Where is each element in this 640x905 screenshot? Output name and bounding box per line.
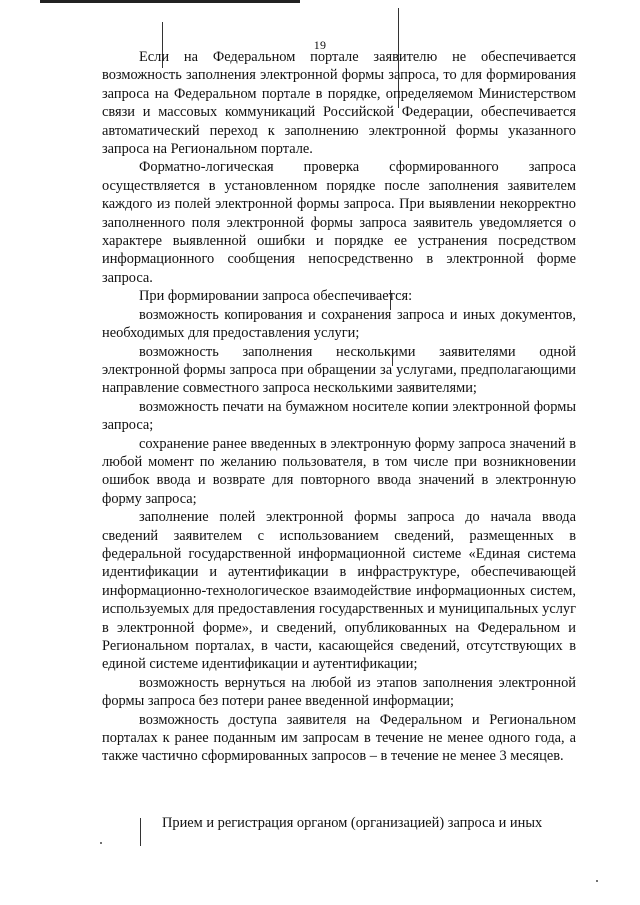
list-item: возможность доступа заявителя на Федеральном и Региональном порталах к ранее поданным им запросам в течение не менее одного года, а также частично сформированных запросов – в течение не менее 3 месяцев. [102, 711, 576, 765]
scan-speck [100, 842, 102, 844]
list-item: возможность печати на бумажном носителе копии электронной формы запроса; [102, 398, 576, 434]
section-heading: Прием и регистрация органом (организацией) запроса и иных [162, 815, 543, 831]
list-item: возможность заполнения несколькими заявителями одной электронной формы запроса при обращении за услугами, предполагающими направление совместного запроса несколькими заявителями; [102, 343, 576, 397]
list-item: возможность копирования и сохранения запроса и иных документов, необходимых для предоставления услуги; [102, 306, 576, 342]
paragraph: При формировании запроса обеспечивается: [139, 288, 413, 305]
list-item: сохранение ранее введенных в электронную форму запроса значений в любой момент по желанию пользователя, в том числе при возникновении ошибок ввода и возврате для повторного ввода значений в электронную форму запроса; [102, 435, 576, 507]
scan-speck [596, 880, 598, 882]
paragraph: Если на Федеральном портале заявителю не обеспечивается возможность заполнения электронной формы запроса, то для формирования запроса на Федеральном портале в порядке, определяемом Министерством связи и массовых коммуникаций Российской Федерации, обеспечивается автоматический переход к заполнению электронной формы указанного запроса на Региональном портале. [102, 49, 576, 158]
list-item: возможность вернуться на любой из этапов заполнения электронной формы запроса без потери ранее введенной информации; [102, 674, 576, 710]
list-item: заполнение полей электронной формы запроса до начала ввода сведений заявителем с использованием сведений, размещенных в федеральной государственной информационной системе «Единая система идентификации и аутентификации в инфраструктуре, обеспечивающей информационно-технологическое взаимодействие информационных систем, используемых для предоставления государственных и муниципальных услуг в электронной форме», и сведений, опубликованных на Федеральном и Региональном порталах, в части, касающейся сведений, отсутствующих в единой системе идентификации и аутентификации; [102, 509, 576, 673]
paragraph: Форматно-логическая проверка сформированного запроса осуществляется в установленном порядке после заполнения заявителем каждого из полей электронной формы запроса. При выявлении некорректно заполненного поля электронной формы запроса заявитель уведомляется о характере выявленной ошибки и порядке ее устранения посредством информационного сообщения непосредственно в электронной форме запроса. [102, 159, 576, 286]
page-number: 19 [313, 38, 327, 52]
body-text [102, 48, 576, 766]
scan-edge-mark [40, 0, 300, 3]
